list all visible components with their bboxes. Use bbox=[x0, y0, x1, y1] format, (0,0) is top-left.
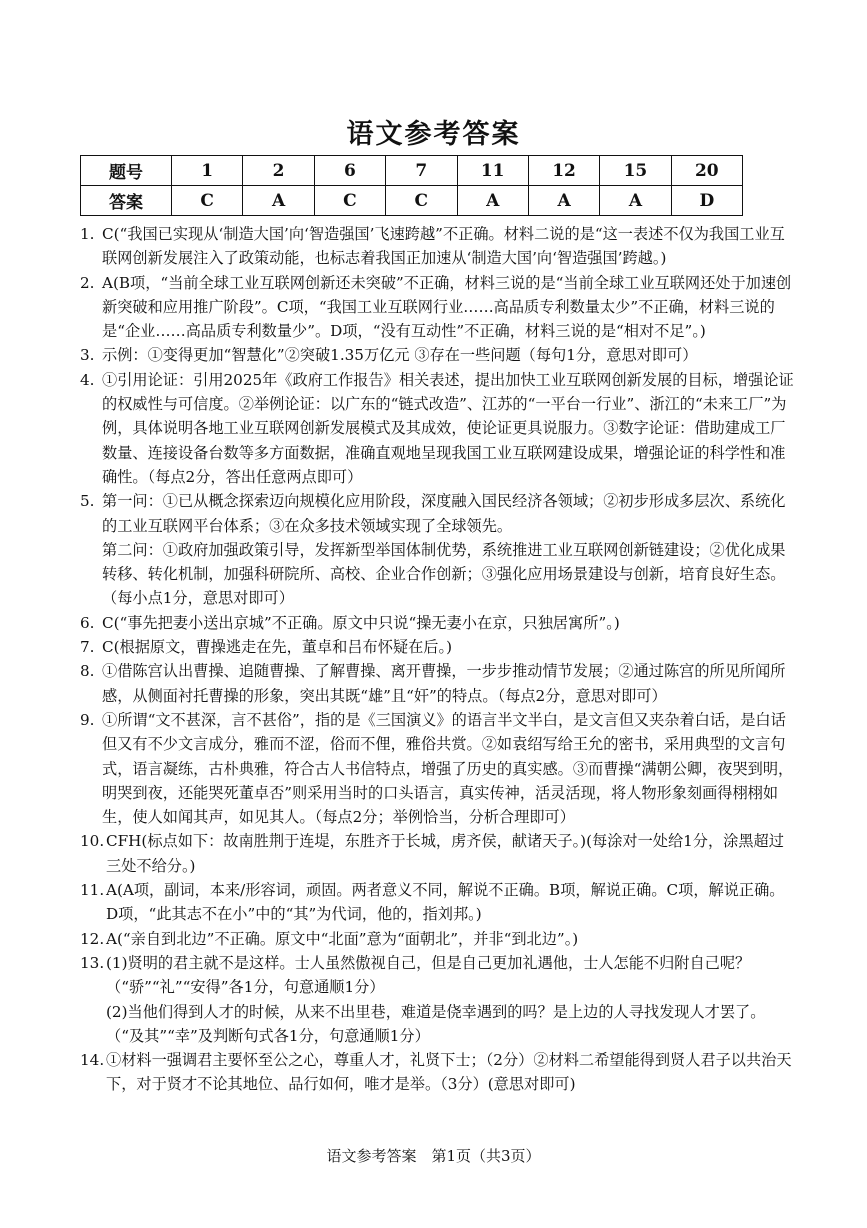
answer-item-10 bbox=[80, 829, 795, 878]
answer-cell: C bbox=[386, 186, 457, 216]
question-number-cell: 12 bbox=[528, 156, 599, 186]
answer-cell: A bbox=[457, 186, 528, 216]
answer-item-11 bbox=[80, 878, 795, 927]
item-number: 10. bbox=[80, 832, 105, 851]
item-number: 3. bbox=[80, 346, 95, 365]
item-number: 8. bbox=[80, 662, 95, 681]
question-number-cell: 11 bbox=[457, 156, 528, 186]
row-label-question: 题号 bbox=[81, 156, 172, 186]
answer-cell: A bbox=[528, 186, 599, 216]
item-number: 5. bbox=[80, 492, 95, 511]
item-number: 9. bbox=[80, 710, 95, 729]
item-text: 示例：①变得更加“智慧化”②突破1.35万亿元 ③存在一些问题（每句1分，意思对即可） bbox=[102, 346, 698, 365]
item-text: C(“事先把妻小送出京城”不正确。原文中只说“操无妻小在京，只独居寓所”。) bbox=[102, 613, 620, 632]
item-number: 6. bbox=[80, 613, 95, 632]
answer-cell: D bbox=[671, 186, 742, 216]
item-text: ①引用论证：引用2025年《政府工作报告》相关表述，提出加快工业互联网创新发展的目标，增强论证的权威性与可信度。②举例论证：以广东的“链式改造”、江苏的“一平台一行业”、浙江的“未来工厂”为例，具体说明各地工业互联网创新发展模式及其成效，使论证更具说服力。③数字论证：借助建成工厂数量、连接设备台数等多方面数据，准确直观地呈现我国工业互联网建设成果，增强论证的科学性和准确性。（每点2分，答出任意两点即可） bbox=[102, 370, 794, 486]
item-number: 11. bbox=[80, 881, 105, 900]
answer-item-6 bbox=[80, 611, 795, 635]
item-text-second: 第二问：①政府加强政策引导，发挥新型举国体制优势，系统推进工业互联网创新链建设；②优化成果转移、转化机制，加强科研院所、高校、企业合作创新；③强化应用场景建设与创新，培育良好生态。（每小点1分，意思对即可） bbox=[102, 540, 786, 608]
answer-item-4 bbox=[80, 368, 795, 489]
answer-table bbox=[80, 155, 743, 216]
item-number: 2. bbox=[80, 273, 95, 292]
item-number: 7. bbox=[80, 638, 95, 657]
item-text: (1)贤明的君主就不是这样。士人虽然傲视自己，但是自己更加礼遇他，士人怎能不归附自己呢？（“骄”“礼”“安得”各1分，句意通顺1分） bbox=[106, 953, 751, 997]
answer-item-2 bbox=[80, 271, 795, 344]
question-number-cell: 1 bbox=[172, 156, 243, 186]
item-text: CFH(标点如下：故南胜荆于连堤，东胜齐于长城，虏齐侯，献诸天子。)(每涂对一处给1分，涂黑超过三处不给分。) bbox=[106, 832, 784, 875]
item-text: ①材料一强调君主要怀至公之心，尊重人才，礼贤下士；（2分）②材料二希望能得到贤人君子以共治天下，对于贤才不论其地位、品行如何，唯才是举。（3分）(意思对即可) bbox=[106, 1051, 792, 1094]
item-text-second: (2)当他们得到人才的时候，从来不出里巷，难道是侥幸遇到的吗？是上边的人寻找发现人才罢了。（“及其”“幸”及判断句式各1分，句意通顺1分） bbox=[106, 1002, 766, 1045]
item-text: ①借陈宫认出曹操、追随曹操、了解曹操、离开曹操，一步步推动情节发展；②通过陈宫的所见所闻所感，从侧面衬托曹操的形象，突出其既“雄”且“奸”的特点。（每点2分，意思对即可） bbox=[102, 662, 786, 705]
answer-item-3 bbox=[80, 343, 795, 367]
item-number: 13. bbox=[80, 953, 105, 972]
item-text: A(“亲自到北边”不正确。原文中“北面”意为“面朝北”，并非“到北边”。) bbox=[106, 929, 579, 948]
item-number: 4. bbox=[80, 370, 95, 389]
item-text: ①所谓“文不甚深，言不甚俗”，指的是《三国演义》的语言半文半白，是文言但又夹杂着白话，是白话但又有不少文言成分，雅而不涩，俗而不俚，雅俗共赏。②如袁绍写给王允的密书，采用典型的文言句式，语言凝练，古朴典雅，符合古人书信特点，增强了历史的真实感。③而曹操“满朝公卿，夜哭到明，明哭到夜，还能哭死董卓否”则采用当时的口头语言，真实传神，活灵活现，将人物形象刻画得栩栩如生，使人如闻其声，如见其人。（每点2分；举例恰当，分析合理即可） bbox=[102, 710, 794, 827]
answer-item-1 bbox=[80, 222, 795, 271]
question-number-cell: 2 bbox=[243, 156, 314, 186]
question-number-cell: 20 bbox=[671, 156, 742, 186]
item-number: 14. bbox=[80, 1051, 105, 1070]
answer-item-14 bbox=[80, 1048, 795, 1097]
page-footer: 语文参考答案 第1页（共3页） bbox=[326, 1147, 541, 1165]
item-text: A(B项，“当前全球工业互联网创新还未突破”不正确，材料三说的是“当前全球工业互联网还处于加速创新突破和应用推广阶段”。C项，“我国工业互联网行业……高品质专利数量太少”不正确，材料三说的是“企业……高品质专利数量少”。D项，“没有互动性”不正确，材料三说的是“相对不足”。) bbox=[102, 273, 792, 341]
answer-row bbox=[81, 186, 743, 216]
item-text: A(A项，副词，本来/形容词，顽固。两者意义不同，解说不正确。B项，解说正确。C项，解说正确。D项，“此其志不在小”中的“其”为代词，他的，指刘邦。) bbox=[106, 881, 785, 924]
answer-item-7 bbox=[80, 635, 795, 659]
answer-item-5 bbox=[80, 489, 795, 610]
answer-explanations bbox=[80, 222, 795, 1097]
question-number-cell: 15 bbox=[600, 156, 671, 186]
answer-cell: A bbox=[243, 186, 314, 216]
row-label-answer: 答案 bbox=[81, 186, 172, 216]
answer-cell: A bbox=[600, 186, 671, 216]
item-number: 12. bbox=[80, 929, 105, 948]
answer-item-12 bbox=[80, 927, 795, 951]
item-text: 第一问：①已从概念探索迈向规模化应用阶段，深度融入国民经济各领域；②初步形成多层次、系统化的工业互联网平台体系；③在众多技术领域实现了全球领先。 bbox=[102, 492, 786, 535]
answer-item-9 bbox=[80, 708, 795, 829]
item-number: 1. bbox=[80, 225, 95, 243]
item-text: C(根据原文，曹操逃走在先，董卓和吕布怀疑在后。) bbox=[102, 638, 452, 657]
answer-item-8 bbox=[80, 659, 795, 708]
question-number-cell: 6 bbox=[314, 156, 385, 186]
page-title: 语文参考答案 bbox=[346, 119, 521, 150]
answer-cell: C bbox=[172, 186, 243, 216]
question-number-cell: 7 bbox=[386, 156, 457, 186]
answer-item-13 bbox=[80, 951, 795, 1048]
answer-cell: C bbox=[314, 186, 385, 216]
question-number-row bbox=[81, 156, 743, 186]
item-text: C(“我国已实现从‘制造大国’向‘智造强国’飞速跨越”不正确。材料二说的是“这一表述不仅为我国工业互联网创新发展注入了政策动能，也标志着我国正加速从‘制造大国’向‘智造强国’跨越。) bbox=[102, 225, 785, 268]
